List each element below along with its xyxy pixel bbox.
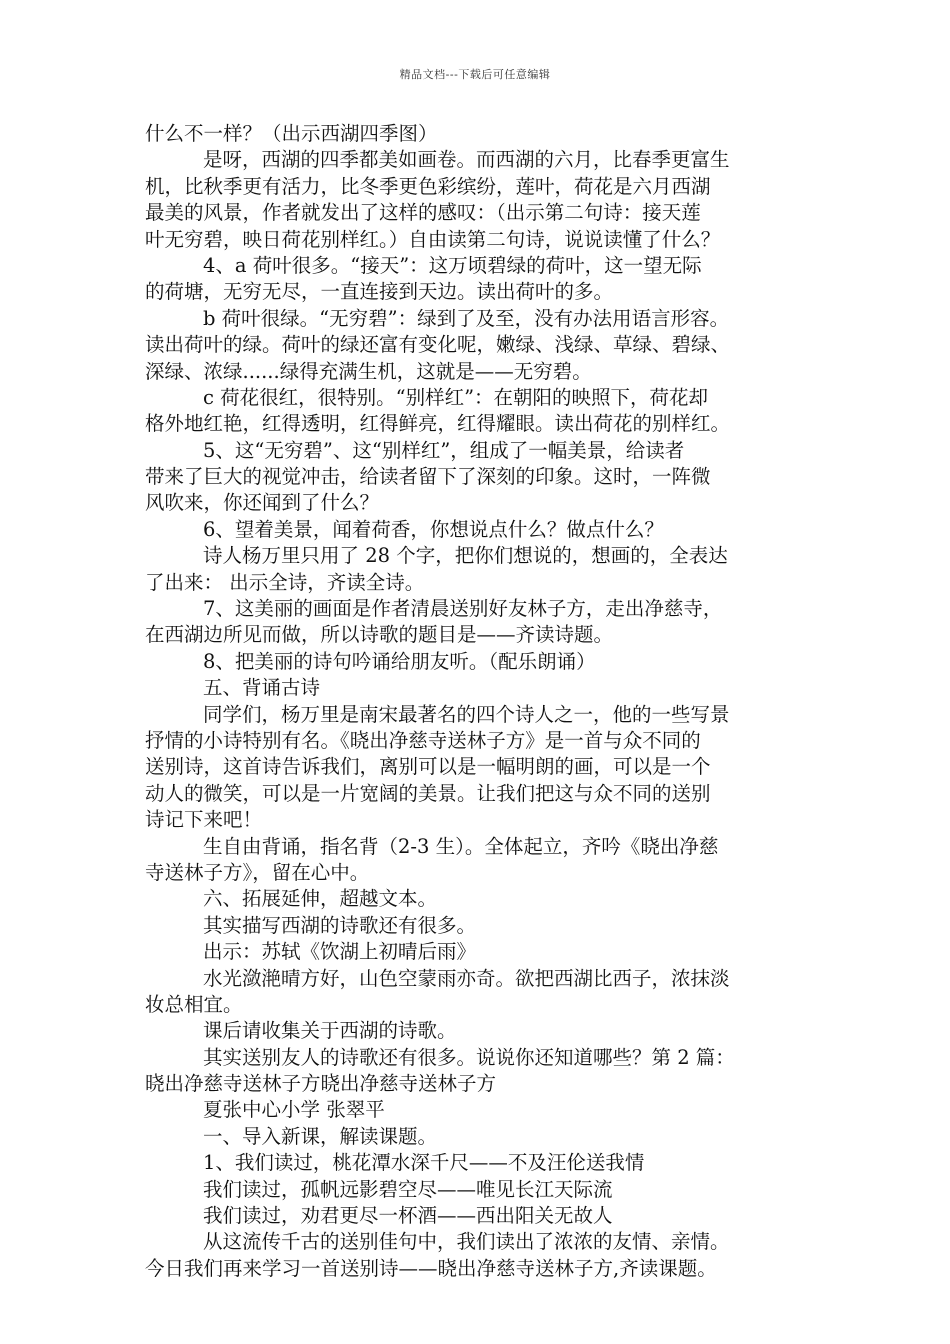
text-line: 同学们，杨万里是南宋最著名的四个诗人之一，他的一些写景	[203, 702, 730, 726]
text-line: 生自由背诵，指名背（2-3 生）。全体起立，齐吟《晓出净慈	[203, 834, 719, 858]
text-line: 送别诗，这首诗告诉我们，离别可以是一幅明朗的画，可以是一个	[145, 755, 711, 779]
text-line: 7、这美丽的画面是作者清晨送别好友林子方，走出净慈寺，	[203, 597, 723, 621]
text-line: 5、这“无穷碧”、这“别样红”，组成了一幅美景，给读者	[203, 438, 685, 462]
text-line: 了出来： 出示全诗，齐读全诗。	[145, 570, 425, 594]
text-line: 动人的微笑，可以是一片宽阔的美景。让我们把这与众不同的送别	[145, 781, 711, 805]
text-line: 什么不一样？（出示西湖四季图）	[145, 122, 438, 145]
text-line: 4、a 荷叶很多。“接天”：这万顷碧绿的荷叶，这一望无际	[203, 253, 702, 277]
text-line: 六、拓展延伸，超越文本。	[203, 887, 438, 911]
text-line: 出示：苏轼《饮湖上初晴后雨》	[203, 940, 477, 964]
document-body	[145, 121, 815, 1282]
text-line: 1、我们读过，桃花潭水深千尺——不及汪伦送我情	[203, 1151, 645, 1175]
text-line: 五、背诵古诗	[203, 676, 321, 700]
text-line: c 荷花很红，很特别。“别样红”：在朝阳的映照下，荷花却	[203, 385, 709, 409]
text-line: 其实描写西湖的诗歌还有很多。	[203, 913, 477, 937]
text-line: 一、导入新课，解读课题。	[203, 1124, 438, 1148]
text-line: 读出荷叶的绿。荷叶的绿还富有变化呢，嫩绿、浅绿、草绿、碧绿、	[145, 333, 731, 357]
text-line: 课后请收集关于西湖的诗歌。	[203, 1019, 457, 1043]
text-line: 机，比秋季更有活力，比冬季更色彩缤纷，莲叶，荷花是六月西湖	[145, 174, 711, 198]
text-line: 8、把美丽的诗句吟诵给朋友听。（配乐朗诵）	[203, 649, 596, 673]
text-line: 今日我们再来学习一首送别诗——晓出净慈寺送林子方,齐读课题。	[145, 1256, 717, 1280]
text-line: 妆总相宜。	[145, 992, 243, 1016]
text-line: 诗记下来吧！	[145, 808, 263, 832]
text-line: 从这流传千古的送别佳句中，我们读出了浓浓的友情、亲情。	[203, 1230, 730, 1254]
text-line: 风吹来，你还闻到了什么？	[145, 491, 380, 515]
page-header: 精品文档---下载后可任意编辑	[399, 68, 551, 81]
text-line: 在西湖边所见而做，所以诗歌的题目是——齐读诗题。	[145, 623, 614, 647]
text-line: 晓出净慈寺送林子方晓出净慈寺送林子方	[145, 1072, 497, 1096]
text-line: 寺送林子方》，留在心中。	[145, 860, 370, 884]
text-line: 是呀，西湖的四季都美如画卷。而西湖的六月，比春季更富生	[203, 148, 730, 172]
text-line: 我们读过，孤帆远影碧空尽——唯见长江天际流	[203, 1177, 613, 1201]
text-line: 诗人杨万里只用了 28 个字，把你们想说的，想画的，全表达	[203, 544, 728, 568]
text-line: 格外地红艳，红得透明，红得鲜亮，红得耀眼。读出荷花的别样红。	[145, 412, 731, 436]
text-line: 夏张中心小学 张翠平	[203, 1098, 385, 1122]
text-line: 水光潋滟晴方好，山色空蒙雨亦奇。欲把西湖比西子，浓抹淡	[203, 966, 730, 990]
text-line: 的荷塘，无穷无尽，一直连接到天边。读出荷叶的多。	[145, 280, 614, 304]
text-line: 带来了巨大的视觉冲击，给读者留下了深刻的印象。这时，一阵微	[145, 465, 711, 489]
text-line: 6、望着美景，闻着荷香，你想说点什么？做点什么？	[203, 517, 664, 541]
text-line: b 荷叶很绿。“无穷碧”：绿到了及至，没有办法用语言形容。	[203, 306, 730, 330]
text-line: 叶无穷碧，映日荷花别样红。）自由读第二句诗，说说读懂了什么？	[145, 227, 721, 251]
text-line: 其实送别友人的诗歌还有很多。说说你还知道哪些？第 2 篇：	[203, 1045, 735, 1069]
text-line: 最美的风景，作者就发出了这样的感叹：（出示第二句诗：接天莲	[145, 201, 701, 225]
text-line: 我们读过，劝君更尽一杯酒——西出阳关无故人	[203, 1204, 613, 1228]
text-line: 抒情的小诗特别有名。《晓出净慈寺送林子方》是一首与众不同的	[145, 728, 701, 752]
text-line: 深绿、浓绿......绿得充满生机，这就是——无穷碧。	[145, 359, 592, 383]
